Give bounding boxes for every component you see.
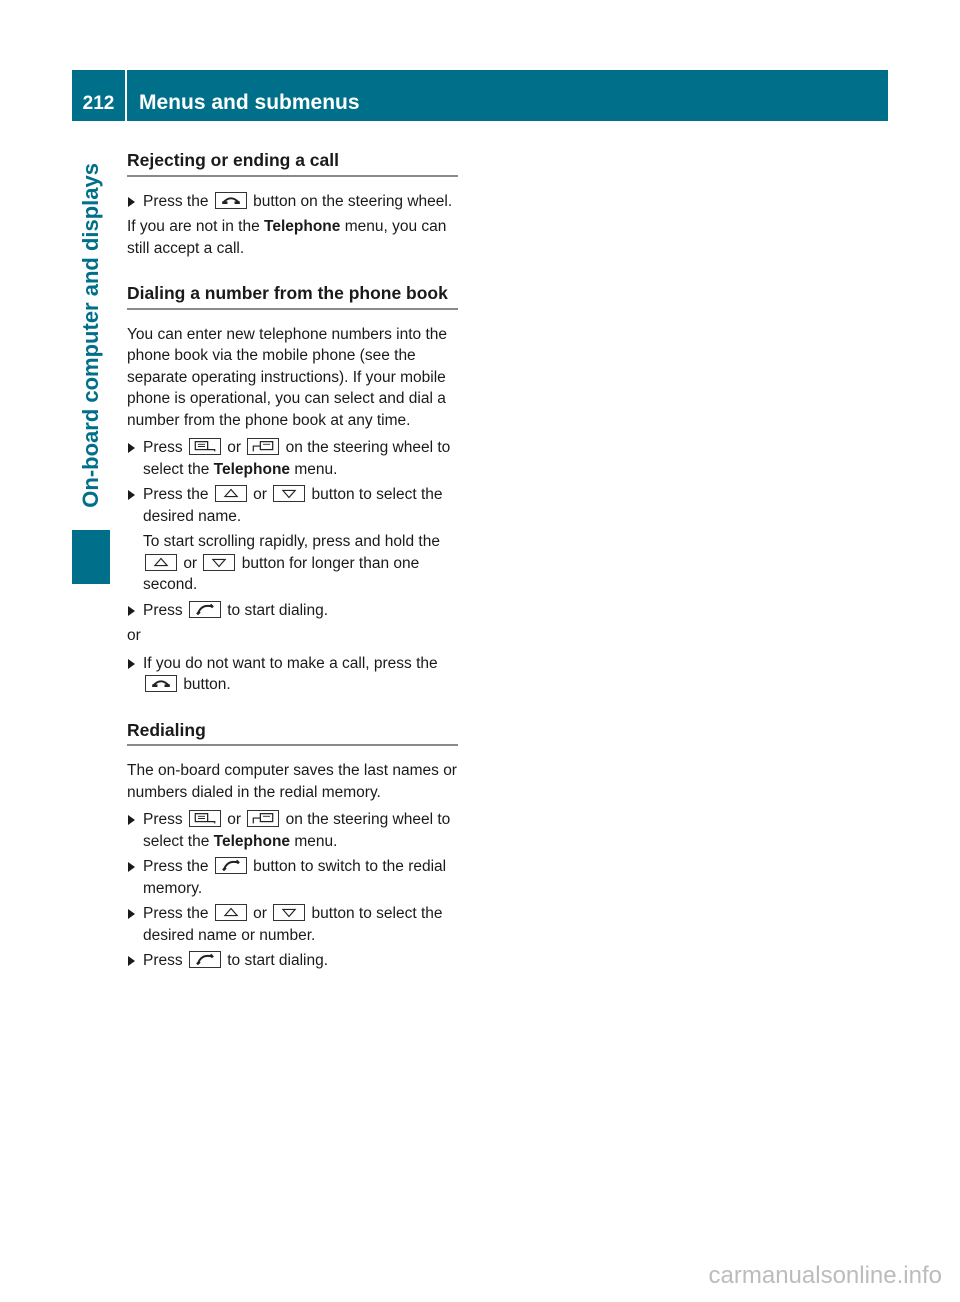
menu-right-key-icon: [247, 438, 279, 455]
watermark: carmanualsonline.info: [708, 1262, 942, 1289]
step: Press or on the steering wheel to select the Telephone menu.: [127, 437, 458, 480]
step-arrow-icon: [128, 443, 135, 453]
side-tab-label: On-board computer and displays: [78, 162, 103, 508]
side-tab: [72, 140, 110, 530]
down-key-icon: [273, 904, 305, 921]
up-key-icon: [145, 554, 177, 571]
paragraph: You can enter new telephone numbers into the phone book via the mobile phone (see the separate operating instructions). If your mobile phone is operational, you can select and dial a number from the phone book at any time.: [127, 325, 447, 429]
step-arrow-icon: [128, 606, 135, 616]
step-arrow-icon: [128, 659, 135, 669]
step: Press to start dialing.: [127, 600, 458, 622]
up-key-icon: [215, 485, 247, 502]
step: Press the button to switch to the redial memory.: [127, 856, 458, 899]
hang-up-key-icon: [145, 675, 177, 692]
down-key-icon: [203, 554, 235, 571]
page-header: [72, 70, 888, 121]
or-text: or: [127, 627, 141, 644]
section-heading-redialing: Redialing: [127, 720, 458, 747]
call-key-icon: [215, 857, 247, 874]
step: If you do not want to make a call, press the button.: [127, 653, 458, 696]
step: Press the button on the steering wheel.: [127, 191, 458, 213]
step-arrow-icon: [128, 909, 135, 919]
step-arrow-icon: [128, 862, 135, 872]
step-arrow-icon: [128, 197, 135, 207]
page-number: 212: [72, 70, 125, 121]
menu-left-key-icon: [189, 438, 221, 455]
paragraph: The on-board computer saves the last names or numbers dialed in the redial memory.: [127, 762, 457, 801]
step: Press or on the steering wheel to select the Telephone menu.: [127, 809, 458, 852]
main-content: [127, 150, 458, 976]
section-heading-phone-book: Dialing a number from the phone book: [127, 283, 458, 310]
menu-left-key-icon: [189, 810, 221, 827]
paragraph: If you are not in the Telephone menu, you can still accept a call.: [127, 218, 447, 257]
step-note: To start scrolling rapidly, press and hold the or button for longer than one second.: [143, 533, 440, 593]
section-heading-rejecting: Rejecting or ending a call: [127, 150, 458, 177]
step-arrow-icon: [128, 490, 135, 500]
step: Press to start dialing.: [127, 950, 458, 972]
side-tab-marker: [72, 530, 110, 584]
up-key-icon: [215, 904, 247, 921]
step: Press the or button to select the desired name.: [127, 484, 458, 527]
menu-right-key-icon: [247, 810, 279, 827]
step: Press the or button to select the desired name or number.: [127, 903, 458, 946]
step-arrow-icon: [128, 815, 135, 825]
step-arrow-icon: [128, 956, 135, 966]
down-key-icon: [273, 485, 305, 502]
call-key-icon: [189, 601, 221, 618]
page-title: Menus and submenus: [127, 70, 888, 121]
call-key-icon: [189, 951, 221, 968]
hang-up-key-icon: [215, 192, 247, 209]
